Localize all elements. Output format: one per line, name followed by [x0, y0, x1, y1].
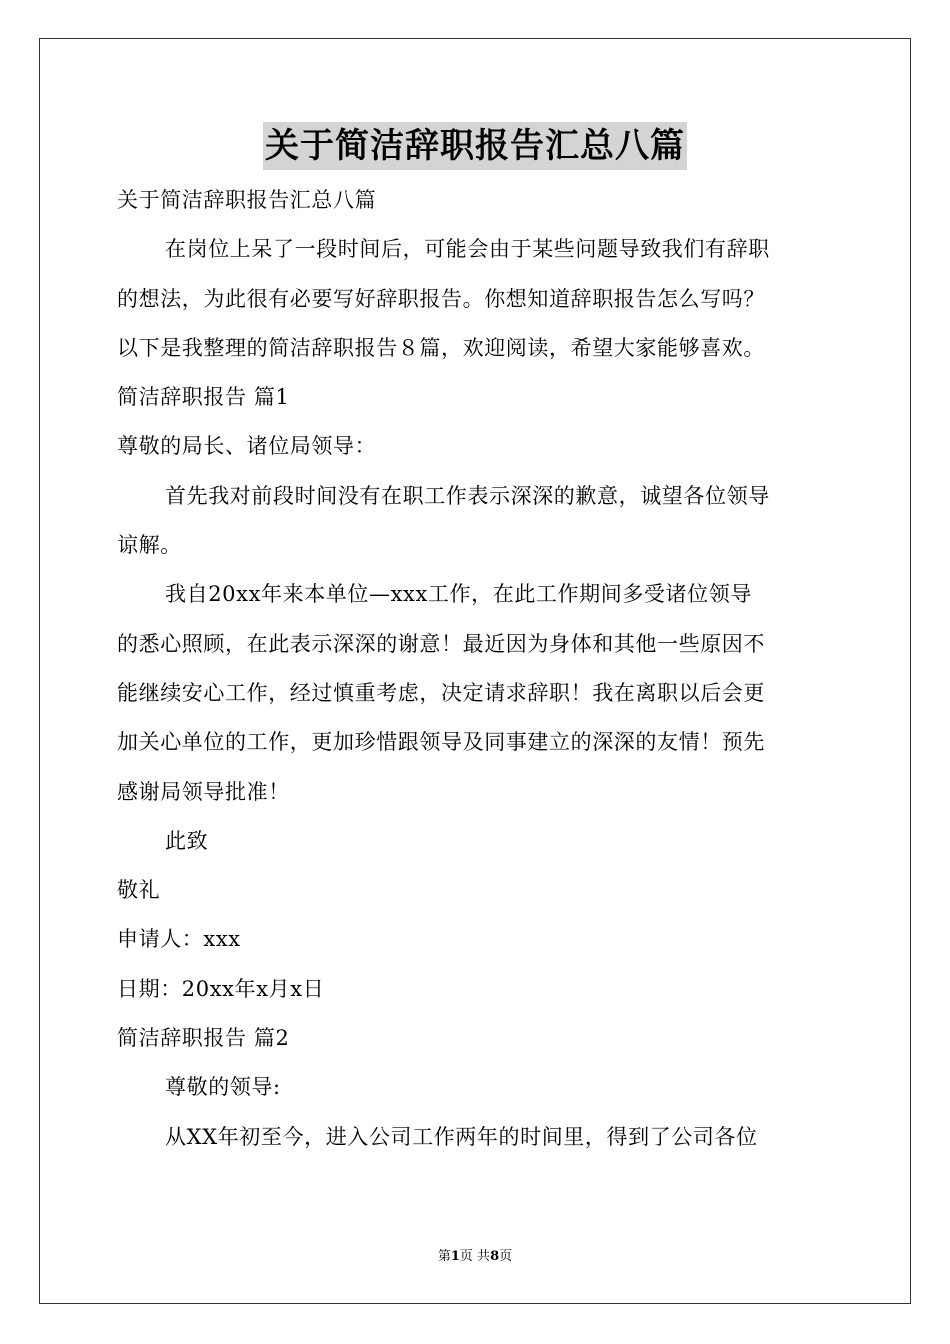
body-line: 的想法，为此很有必要写好辞职报告。你想知道辞职报告怎么写吗？	[117, 286, 765, 311]
footer-page-mid: 页 共	[459, 1249, 491, 1264]
document-body	[117, 176, 837, 1162]
body-line: 感谢局领导批准！	[117, 779, 290, 804]
body-line: 在岗位上呆了一段时间后，可能会由于某些问题导致我们有辞职	[165, 237, 770, 262]
body-line: 尊敬的领导:	[165, 1075, 281, 1100]
footer-page-current: 1	[450, 1249, 460, 1264]
body-line: 日期：20xx年x月x日	[117, 976, 325, 1001]
title-container	[0, 122, 950, 170]
body-line: 谅解。	[117, 533, 182, 558]
body-line: 以下是我整理的简洁辞职报告８篇，欢迎阅读，希望大家能够喜欢。	[117, 335, 765, 360]
body-line: 的悉心照顾，在此表示深深的谢意！最近因为身体和其他一些原因不	[117, 631, 765, 656]
page-footer	[0, 1248, 950, 1266]
document-title: 关于简洁辞职报告汇总八篇	[263, 122, 687, 170]
footer-page-prefix: 第	[437, 1249, 451, 1264]
body-line: 简洁辞职报告 篇1	[117, 385, 290, 410]
body-line: 敬礼	[117, 878, 161, 903]
body-line: 简洁辞职报告 篇2	[117, 1026, 290, 1051]
footer-page-total: 8	[490, 1249, 500, 1264]
body-line: 申请人：xxx	[117, 927, 241, 952]
body-line: 加关心单位的工作，更加珍惜跟领导及同事建立的深深的友情！预先	[117, 730, 765, 755]
body-line: 能继续安心工作，经过慎重考虑，决定请求辞职！我在离职以后会更	[117, 680, 765, 705]
body-line: 尊敬的局长、诸位局领导：	[117, 434, 377, 459]
footer-page-suffix: 页	[499, 1249, 513, 1264]
body-line: 首先我对前段时间没有在职工作表示深深的歉意，诚望各位领导	[165, 483, 770, 508]
body-line: 我自20xx年来本单位—xxx工作，在此工作期间多受诸位领导	[165, 582, 752, 607]
body-line: 此致	[165, 828, 209, 853]
body-line: 从XX年初至今，进入公司工作两年的时间里，得到了公司各位	[165, 1124, 758, 1149]
body-line: 关于简洁辞职报告汇总八篇	[117, 188, 377, 212]
